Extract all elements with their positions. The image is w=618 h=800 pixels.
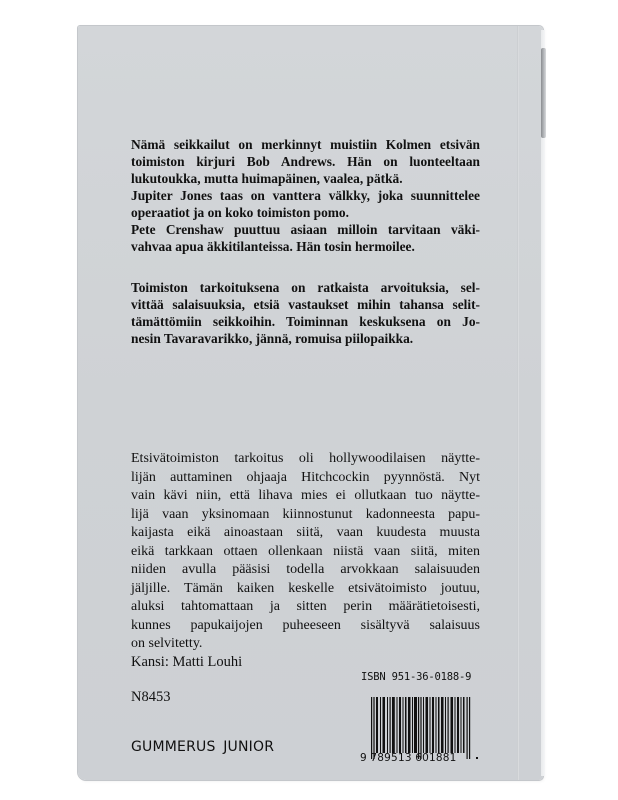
barcode-quiet-zone-mark — [476, 757, 478, 759]
cover-credit: Kansi: Matti Louhi — [131, 654, 243, 670]
text-line: vahvaa apua äkkitilanteissa. Hän tosin hermoilee. — [131, 239, 415, 254]
spine-shadow — [541, 48, 546, 138]
text-line: lukutoukka, mutta huimapäinen, vaalea, pätkä. — [131, 171, 403, 186]
text-line: aluksi tahtomattaan ja sitten perin määrätietoisesti, — [131, 599, 480, 614]
text-line: lijän auttaminen ohjaaja Hitchcockin pyynnöstä. Nyt — [131, 469, 480, 485]
text-line: kaijasta eikä ainoastaan siitä, vaan kuudesta muusta — [131, 525, 480, 540]
barcode-number: 9 789513 601881 — [360, 752, 457, 764]
product-code: N8453 — [131, 689, 171, 705]
text-line: jäljille. Tämän kaiken keskelle etsivätoimisto joutuu, — [131, 580, 480, 596]
text-line: kunnes papukaijojen puheeseen sisältyvä salaisuus — [131, 617, 480, 633]
intro-paragraph — [131, 136, 480, 255]
text-line: Nämä seikkailut on merkinnyt muistiin Kolmen etsivän — [131, 137, 480, 152]
plot-paragraph — [131, 450, 480, 654]
text-line: niiden avulla pääsisi todella arvokkaan salaisuuden — [131, 562, 480, 577]
text-line: lijä vaan yksinomaan kiinnostunut kadonneesta papu- — [131, 506, 480, 522]
text-line: nesin Tavaravarikko, jännä, romuisa piilopaikka. — [131, 331, 414, 346]
text-line: vittää salaisuuksia, etsiä vastaukset mihin tahansa selit- — [131, 297, 480, 312]
isbn-label: ISBN 951-36-0188-9 — [361, 671, 472, 683]
text-line: Pete Crenshaw puuttuu asiaan milloin tarvitaan väki- — [131, 222, 480, 237]
text-line: on selvitetty. — [131, 636, 203, 651]
purpose-paragraph — [131, 279, 480, 347]
text-line: Etsivätoimiston tarkoitus oli hollywoodilaisen näytte- — [131, 451, 480, 466]
text-line: eikä tarkkaan ottaen ollenkaan niistä vaan siitä, miten — [131, 543, 480, 559]
text-line: toimiston kirjuri Bob Andrews. Hän on luonteeltaan — [131, 154, 480, 169]
text-line: operaatiot ja on koko toimiston pomo. — [131, 205, 349, 220]
text-line: Jupiter Jones taas on vanttera välkky, joka suunnittelee — [131, 188, 480, 203]
publisher-name: GUMMERUS JUNIOR — [131, 739, 275, 755]
spine-hinge — [517, 26, 519, 780]
text-line: Toimiston tarkoituksena on ratkaista arvoituksia, sel- — [131, 280, 480, 295]
spine-edge — [541, 30, 545, 776]
text-line: vain kävi niin, että lihava mies ei ollutkaan tuo näytte- — [131, 488, 480, 503]
text-line: tämättömiin seikkoihin. Toiminnan keskuksena on Jo- — [131, 314, 480, 329]
